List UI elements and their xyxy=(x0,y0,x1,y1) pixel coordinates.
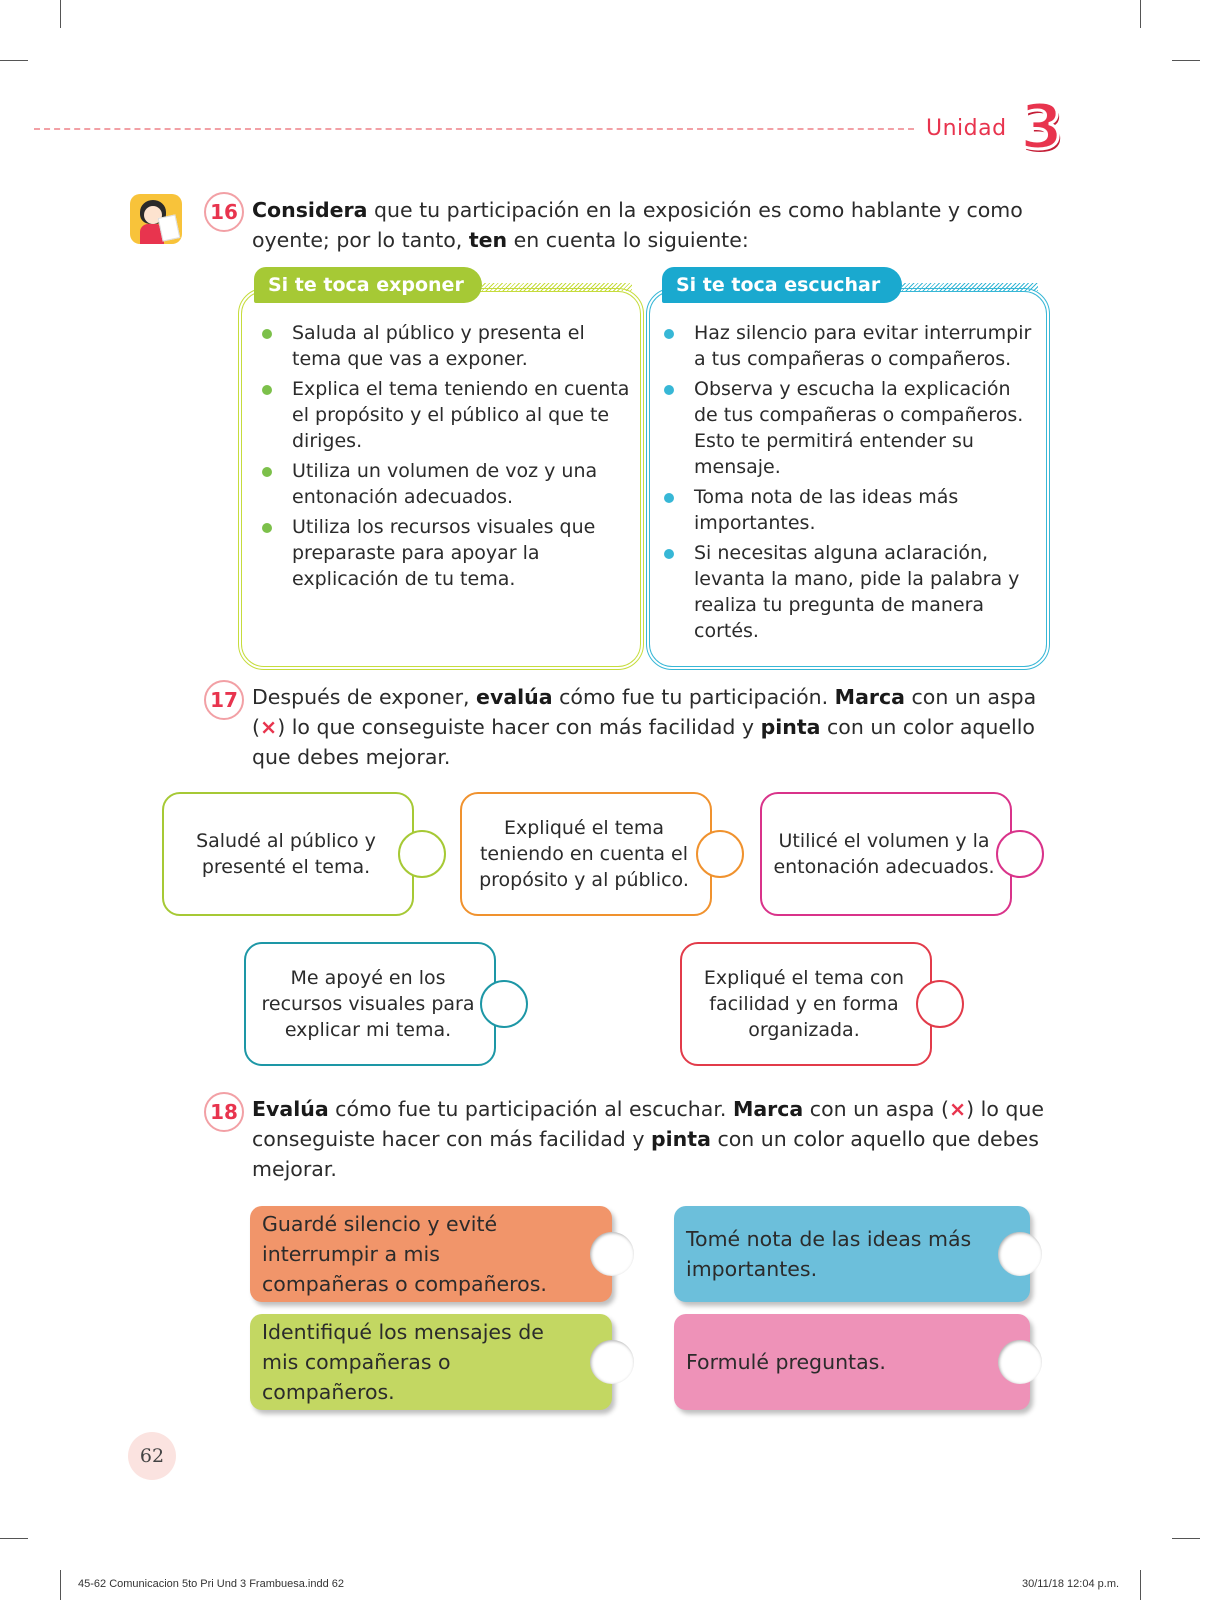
activity-16-instruction: Considera que tu participación en la exposición es como hablante y como oyente; por lo tanto, ten en cuenta lo siguiente: xyxy=(252,198,1023,252)
speaker-box-title: Si te toca exponer xyxy=(254,267,482,303)
crop-mark xyxy=(1140,1570,1141,1600)
list-item: Utiliza los recursos visuales que preparaste para apoyar la explicación de tu tema. xyxy=(258,514,638,592)
activity-number-18: 18 xyxy=(204,1092,244,1132)
bullet-icon xyxy=(262,523,272,533)
self-eval-card: Expliqué el tema con facilidad y en forma organizada. xyxy=(680,942,932,1066)
footer-timestamp: 30/11/18 12:04 p.m. xyxy=(1022,1578,1120,1590)
listening-eval-card: Formulé preguntas. xyxy=(674,1314,1030,1410)
x-mark-icon: × xyxy=(948,1097,967,1121)
bullet-icon xyxy=(262,329,272,339)
bullet-icon xyxy=(262,385,272,395)
check-circle[interactable] xyxy=(398,830,446,878)
check-circle[interactable] xyxy=(590,1340,634,1384)
bullet-icon xyxy=(664,549,674,559)
bullet-icon xyxy=(262,467,272,477)
self-eval-card: Saludé al público y presenté el tema. xyxy=(162,792,414,916)
list-item: Si necesitas alguna aclaración, levanta la mano, pide la palabra y realiza tu pregunta de manera cortés. xyxy=(660,540,1032,644)
check-circle[interactable] xyxy=(998,1340,1042,1384)
list-item: Haz silencio para evitar interrumpir a tus compañeras o compañeros. xyxy=(660,320,1032,372)
bullet-icon xyxy=(664,329,674,339)
self-eval-card: Expliqué el tema teniendo en cuenta el propósito y al público. xyxy=(460,792,712,916)
x-mark-icon: × xyxy=(260,715,278,739)
activity-17-instruction: Después de exponer, evalúa cómo fue tu participación. Marca con un aspa (×) lo que conseguiste hacer con más facilidad y pinta con un color aquello que debes mejorar. xyxy=(252,685,1037,769)
crop-mark xyxy=(1172,1538,1200,1539)
self-eval-card: Utilicé el volumen y la entonación adecuados. xyxy=(760,792,1012,916)
bullet-icon xyxy=(664,385,674,395)
crop-mark xyxy=(0,1538,28,1539)
speaker-box-stripe xyxy=(482,283,632,291)
activity-number-17: 17 xyxy=(204,680,244,720)
page-number: 62 xyxy=(128,1432,176,1480)
bullet-icon xyxy=(664,493,674,503)
self-eval-card: Me apoyé en los recursos visuales para explicar mi tema. xyxy=(244,942,496,1066)
list-item: Utiliza un volumen de voz y una entonación adecuados. xyxy=(258,458,638,510)
crop-mark xyxy=(1140,0,1141,28)
check-circle[interactable] xyxy=(916,980,964,1028)
listening-eval-card: Tomé nota de las ideas más importantes. xyxy=(674,1206,1030,1302)
check-circle[interactable] xyxy=(480,980,528,1028)
crop-mark xyxy=(60,1570,61,1600)
header-dashed-rule xyxy=(34,128,914,130)
listener-box-stripe xyxy=(902,283,1038,291)
listener-list xyxy=(660,320,1032,648)
listening-eval-card: Guardé silencio y evité interrumpir a mis compañeras o compañeros. xyxy=(250,1206,612,1302)
footer-file-info: 45-62 Comunicacion 5to Pri Und 3 Frambuesa.indd 62 xyxy=(78,1578,344,1590)
listener-box-title: Si te toca escuchar xyxy=(662,267,902,303)
list-item: Explica el tema teniendo en cuenta el propósito y el público al que te diriges. xyxy=(258,376,638,454)
check-circle[interactable] xyxy=(998,1232,1042,1276)
list-item: Observa y escucha la explicación de tus compañeras o compañeros. Esto te permitirá entender su mensaje. xyxy=(660,376,1032,480)
check-circle[interactable] xyxy=(996,830,1044,878)
speaker-list xyxy=(258,320,638,596)
crop-mark xyxy=(60,0,61,28)
activity-number-16: 16 xyxy=(204,192,244,232)
listening-eval-card: Identifiqué los mensajes de mis compañeras o compañeros. xyxy=(250,1314,612,1410)
check-circle[interactable] xyxy=(590,1232,634,1276)
list-item: Saluda al público y presenta el tema que vas a exponer. xyxy=(258,320,638,372)
crop-mark xyxy=(0,60,28,61)
crop-mark xyxy=(1172,60,1200,61)
activity-18-instruction: Evalúa cómo fue tu participación al escuchar. Marca con un aspa (×) lo que conseguiste hacer con más facilidad y pinta con un color aquello que debes mejorar. xyxy=(252,1097,1045,1181)
list-item: Toma nota de las ideas más importantes. xyxy=(660,484,1032,536)
unit-badge xyxy=(1010,90,1066,163)
unit-label: Unidad xyxy=(926,116,1007,141)
student-reading-icon xyxy=(130,194,182,244)
check-circle[interactable] xyxy=(696,830,744,878)
unit-number: 3 xyxy=(1020,90,1064,163)
